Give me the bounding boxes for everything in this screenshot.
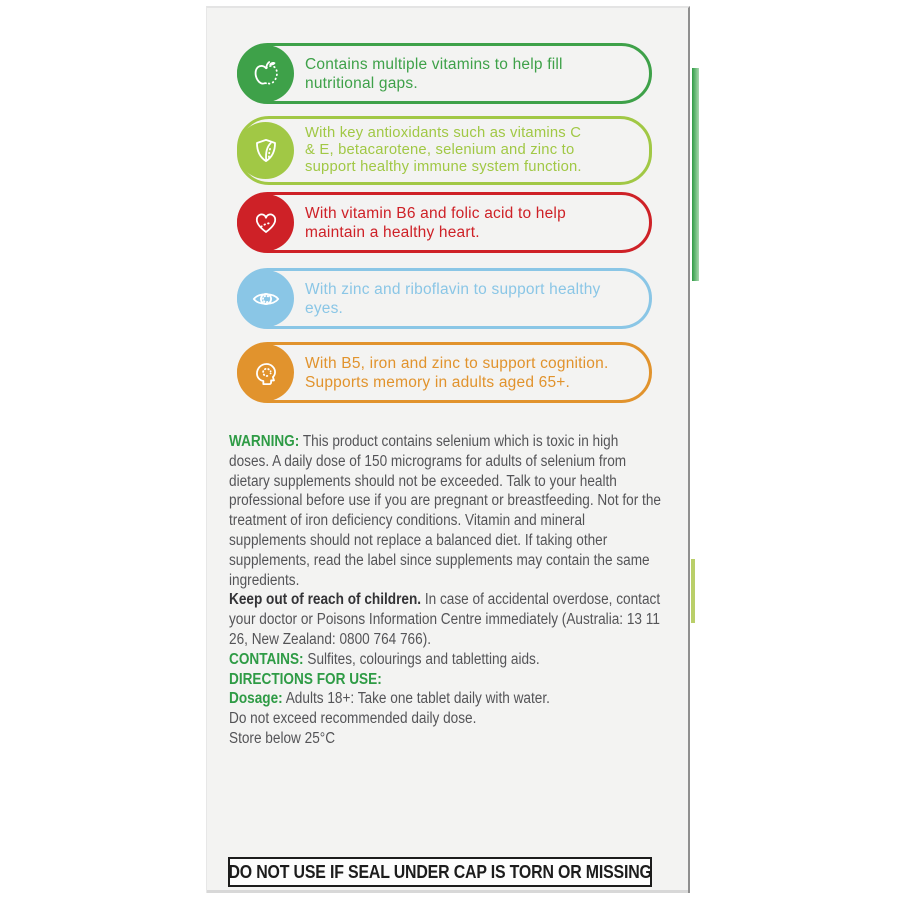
benefit-text [291,271,609,326]
package-fold-sliver-green [692,68,699,281]
benefit-line: With B5, iron and zinc to support cognition. [305,355,609,372]
heart-icon [237,194,294,251]
benefit-text [291,345,616,400]
benefit-text [291,195,574,250]
warning-text: This product contains selenium which is toxic in high doses. A daily dose of 150 micrograms for adults of selenium from dietary supplements should not be exceeded. Talk to your health professional before use if you are pregnant or breastfeeding. Not for the treatment of iron deficiency conditions. Vitamin and mineral supplements should not replace a balanced diet. If taking other supplements, read the label since supplements may contain the same ingredients. [229,433,661,589]
benefit-pill-immune [237,116,652,185]
directions-label: DIRECTIONS FOR USE: [229,670,382,688]
dosage-text: Adults 18+: Take one tablet daily with water. [285,690,550,708]
benefit-line: nutritional gaps. [305,75,418,92]
apple-icon [237,45,294,102]
eye-icon [237,270,294,327]
keep-out-paragraph [229,590,661,649]
panel-bottom-edge [207,890,688,893]
warning-label: WARNING: [229,433,300,450]
keep-out-text: In case of accidental overdose, contact your doctor or Poisons Information Centre immediately (Australia: 13 11 26, New Zealand: 0800 764 766). [229,591,661,648]
warning-paragraph [229,432,661,590]
benefit-line: With vitamin B6 and folic acid to help [305,205,566,222]
benefit-pill-eyes [237,268,652,329]
package-fold-sliver-lime [691,559,695,623]
dosage-label: Dosage: [229,690,283,708]
benefit-line: With zinc and riboflavin to support healthy [305,281,601,298]
storage-line: Store below 25°C [229,729,336,747]
contains-text: Sulfites, colourings and tabletting aids. [307,650,540,668]
benefit-text [291,46,571,101]
benefit-line: & E, betacarotene, selenium and zinc to [305,142,575,158]
benefit-pill-heart [237,192,652,253]
seal-warning-box [228,857,652,887]
dosage-paragraph [229,689,661,709]
daily-dose-line: Do not exceed recommended daily dose. [229,710,477,728]
benefit-pill-multivitamins [237,43,652,104]
contains-paragraph [229,650,661,670]
package-side-panel [206,6,690,893]
benefit-line: eyes. [305,300,344,317]
head-brain-icon [237,344,294,401]
seal-warning-text: DO NOT USE IF SEAL UNDER CAP IS TORN OR MISSING [228,861,652,882]
benefit-line: Supports memory in adults aged 65+. [305,374,571,391]
contains-label: CONTAINS: [229,650,304,668]
directions-heading [229,670,661,690]
benefit-line: maintain a healthy heart. [305,224,480,241]
benefit-line: support healthy immune system function. [305,159,582,175]
benefit-line: Contains multiple vitamins to help fill [305,56,563,73]
benefit-text [291,119,590,182]
regulatory-copy [229,432,661,749]
shield-leaf-icon [237,122,294,179]
benefit-pill-cognition [237,342,652,403]
benefit-line: With key antioxidants such as vitamins C [305,125,582,141]
keep-out-label: Keep out of reach of children. [229,591,422,609]
